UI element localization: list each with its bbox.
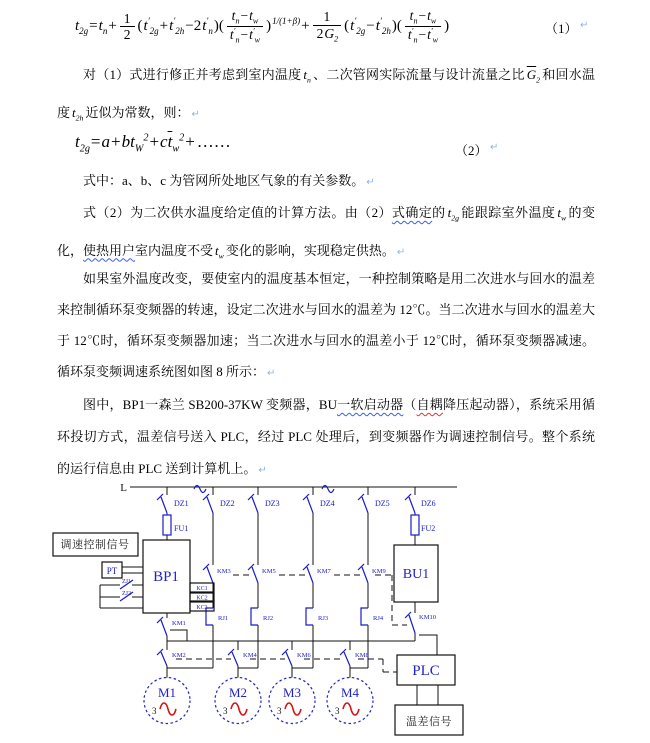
motor-label: M3 — [282, 685, 302, 700]
km2-label: KM2 — [172, 652, 186, 659]
dz2-label: DZ2 — [220, 499, 235, 508]
fu2-label: FU2 — [421, 524, 436, 533]
paragraph-mark: ↵ — [490, 142, 499, 153]
motor-m2 — [215, 678, 261, 724]
phase-label: 3 — [277, 706, 282, 716]
rj4-label: RJ4 — [373, 615, 384, 622]
fuse-fu2 — [411, 515, 419, 535]
temp-signal-label: 温差信号 — [406, 716, 452, 728]
ac-sine-icon — [160, 703, 176, 715]
km5-label: KM5 — [262, 568, 276, 575]
bp1-label: BP1 — [153, 569, 179, 585]
phase-label: 3 — [223, 706, 228, 716]
motor-m1 — [144, 678, 190, 724]
kc3-label: KC3 — [196, 605, 208, 611]
phase-label: 3 — [335, 706, 340, 716]
dz5-label: DZ5 — [375, 499, 390, 508]
kc2-label: KC2 — [196, 595, 208, 602]
paragraph: 图中，BP1一森兰 SB200-37KW 变频器，BU一软启动器（自耦降压起动器），系统采用循环投切方式，温差信号送入 PLC，经过 PLC 处理后，到变频器作为调速控制信号。整个系统的运行信息由 PLC 送到计算机上。 ↵ — [57, 397, 595, 476]
rj1-label: RJ1 — [218, 615, 229, 622]
zj2-label: ZJ2 — [122, 591, 131, 597]
motor-label: M2 — [228, 685, 248, 700]
pt-label: PT — [106, 566, 118, 576]
motor-label: M4 — [340, 685, 360, 700]
fuse-fu1 — [163, 515, 171, 535]
equation-1: $t_{2g}=t_n+$ $\frac{1}{2}$ $(t'_{2g}+t'_{2h}-2t'_n)$( $\frac{t_n-t_w}{t'_n-t'_w}$ )$^{1/(1+\beta)}$+ $\frac{1}{2\overline{G}_2}$ $(t'_{2g}-t'_{2h})$( $\frac{t_n-t_w}{t'_n-t'_w}$ ) — [75, 8, 450, 46]
paragraph: 式中：a、b、c 为管网所处地区气象的有关参数。 ↵ — [83, 173, 375, 188]
equation-2-number: （2） — [455, 143, 488, 158]
equation-1-number: （1） — [545, 21, 578, 36]
plc-label: PLC — [412, 663, 440, 679]
paragraph: 如果室外温度改变，要使室内的温度基本恒定，一种控制策略是用二次进水与回水的温差来控制循环泵变频器的转速，设定二次进水与回水的温差为 12℃。当二次进水与回水的温差大于 12℃时，循环泵变频器加速；当二次进水与回水的温差小于 12℃时，循环泵变频器减速。循环泵变频调速系统图如图 8 所示： ↵ — [57, 271, 595, 379]
km4-label: KM4 — [243, 652, 257, 659]
km7-label: KM7 — [317, 568, 331, 575]
km6-label: KM6 — [297, 652, 311, 659]
equation-2: $t_{2g}=a+bt_W^2+c\overline{t}_w^2+$ …… — [75, 132, 231, 155]
paragraph-mark: ↵ — [580, 20, 589, 31]
km1-label: KM1 — [172, 620, 186, 627]
km9-label: KM9 — [372, 568, 386, 575]
dz1-label: DZ1 — [174, 499, 189, 508]
motor-m3 — [269, 678, 315, 724]
dz6-label: DZ6 — [421, 499, 436, 508]
dz3-label: DZ3 — [265, 499, 280, 508]
motor-m4 — [327, 678, 373, 724]
ac-sine-icon — [231, 703, 247, 715]
ac-sine-icon — [343, 703, 359, 715]
rj2-label: RJ2 — [263, 615, 274, 622]
circuit-diagram — [0, 478, 650, 743]
paragraph: 对（1）式进行修正并考虑到室内温度 $t_n$ 、二次管网实际流量与设计流量之比 $\overline{G}_2$ 和回水温度 $t_{2h}$ 近似为常数，则： ↵ — [57, 67, 595, 123]
paragraph: 式（2）为二次供水温度给定值的计算方法。由（2）式确定的 $t_{2g}$ 能跟踪室外温度 $t_w$ 的变化，使热用户室内温度不受 $t_w$ 变化的影响，实现稳定供热。 ↵ — [57, 205, 595, 261]
rj3-label: RJ3 — [318, 615, 329, 622]
fu1-label: FU1 — [174, 524, 189, 533]
km8-label: KM8 — [355, 652, 369, 659]
km10-label: KM10 — [419, 614, 436, 621]
bu1-label: BU1 — [402, 567, 430, 582]
speed-signal-label: 调速控制信号 — [60, 539, 130, 551]
line-l-label: L — [120, 482, 127, 494]
km3-label: KM3 — [217, 568, 231, 575]
ac-sine-icon — [285, 703, 301, 715]
phase-label: 3 — [152, 706, 157, 716]
motor-label: M1 — [157, 685, 177, 700]
dz4-label: DZ4 — [320, 499, 335, 508]
wires — [100, 487, 457, 705]
dashed-links — [176, 575, 407, 672]
kc1-label: KC1 — [196, 586, 208, 592]
zj1-label: ZJ1 — [122, 579, 131, 585]
